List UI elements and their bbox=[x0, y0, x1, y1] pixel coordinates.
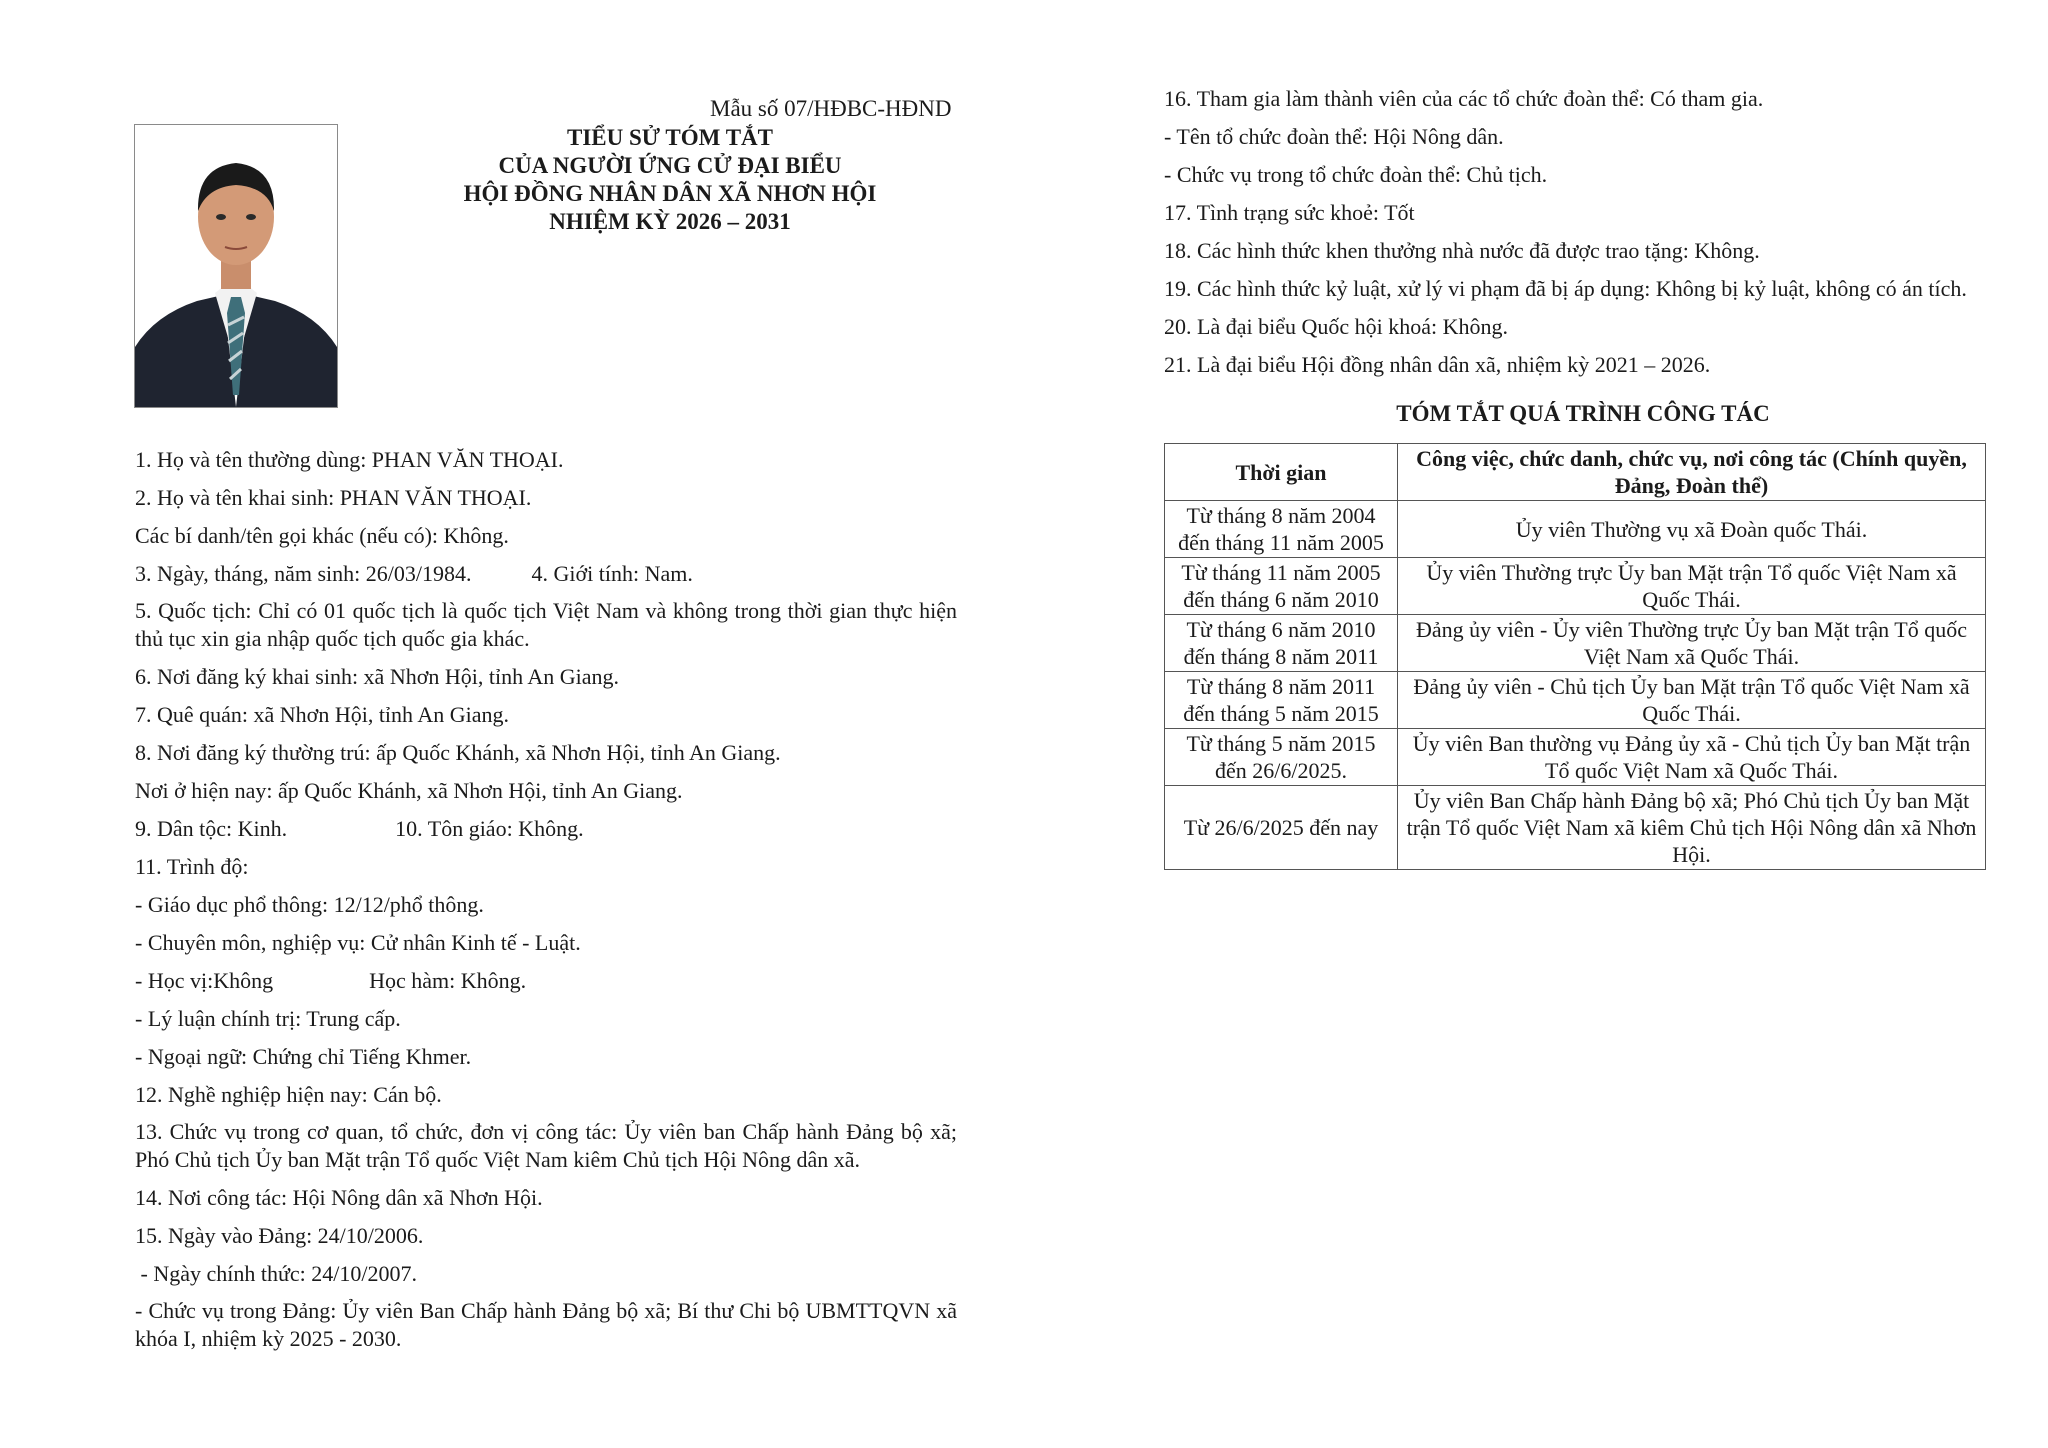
title-line: CỦA NGƯỜI ỨNG CỬ ĐẠI BIỂU bbox=[498, 153, 842, 178]
career-section-title: TÓM TẮT QUÁ TRÌNH CÔNG TÁC bbox=[1396, 401, 1770, 426]
row-role: Ủy viên Thường vụ xã Đoàn quốc Thái. bbox=[1398, 501, 1986, 558]
discipline: 19. Các hình thức kỷ luật, xử lý vi phạm đã bị áp dụng: Không bị kỷ luật, không có án tích. bbox=[1164, 276, 1967, 301]
row-time: Từ tháng 6 năm 2010 đến tháng 8 năm 2011 bbox=[1165, 615, 1398, 672]
table-row bbox=[1165, 729, 1986, 786]
gender: 4. Giới tính: Nam. bbox=[531, 561, 693, 586]
title-line: TIỂU SỬ TÓM TẮT bbox=[567, 125, 773, 150]
council-deputy: 21. Là đại biểu Hội đồng nhân dân xã, nhiệm kỳ 2021 – 2026. bbox=[1164, 352, 1711, 377]
title-line: NHIỆM KỲ 2026 – 2031 bbox=[549, 209, 791, 234]
title-line: HỘI ĐỒNG NHÂN DÂN XÃ NHƠN HỘI bbox=[463, 181, 877, 206]
party-join-date: 15. Ngày vào Đảng: 24/10/2006. bbox=[135, 1223, 424, 1248]
table-row bbox=[1165, 786, 1986, 870]
organization-membership: 16. Tham gia làm thành viên của các tổ chức đoàn thể: Có tham gia. bbox=[1164, 86, 1764, 111]
nationality: 5. Quốc tịch: Chỉ có 01 quốc tịch là quốc tịch Việt Nam và không trong thời gian thực hiện thủ tục xin gia nhập quốc tịch quốc gia khác. bbox=[135, 598, 957, 651]
party-official-date: - Ngày chính thức: 24/10/2007. bbox=[135, 1261, 417, 1286]
row-role: Ủy viên Ban Chấp hành Đảng bộ xã; Phó Chủ tịch Ủy ban Mặt trận Tổ quốc Việt Nam xã kiêm Chủ tịch Hội Nông dân xã Nhơn Hội. bbox=[1398, 786, 1986, 870]
row-time: Từ tháng 8 năm 2011 đến tháng 5 năm 2015 bbox=[1165, 672, 1398, 729]
personal-info-left bbox=[135, 445, 957, 1362]
current-position: 13. Chức vụ trong cơ quan, tổ chức, đơn vị công tác: Ủy viên ban Chấp hành Đảng bộ xã; Phó Chủ tịch Ủy ban Mặt trận Tổ quốc Việt Nam kiêm Chủ tịch Hội Nông dân xã. bbox=[135, 1119, 957, 1172]
form-code: Mẫu số 07/HĐBC-HĐND bbox=[710, 96, 952, 121]
row-role: Đảng ủy viên - Chủ tịch Ủy ban Mặt trận Tổ quốc Việt Nam xã Quốc Thái. bbox=[1398, 672, 1986, 729]
organization-name: - Tên tổ chức đoàn thể: Hội Nông dân. bbox=[1164, 124, 1504, 149]
row-role: Ủy viên Ban thường vụ Đảng ủy xã - Chủ tịch Ủy ban Mặt trận Tổ quốc Việt Nam xã Quốc Thái. bbox=[1398, 729, 1986, 786]
document-title bbox=[380, 124, 960, 236]
portrait-photo bbox=[134, 124, 338, 408]
awards: 18. Các hình thức khen thưởng nhà nước đã được trao tặng: Không. bbox=[1164, 238, 1760, 263]
health-status: 17. Tình trạng sức khoẻ: Tốt bbox=[1164, 200, 1415, 225]
hometown: 7. Quê quán: xã Nhơn Hội, tỉnh An Giang. bbox=[135, 702, 509, 727]
dob-gender-row bbox=[135, 559, 957, 588]
row-time: Từ tháng 11 năm 2005 đến tháng 6 năm 2010 bbox=[1165, 558, 1398, 615]
ethnicity-religion-row bbox=[135, 814, 957, 843]
academic-rank: Học hàm: Không. bbox=[369, 968, 527, 993]
birth-registration: 6. Nơi đăng ký khai sinh: xã Nhơn Hội, tỉnh An Giang. bbox=[135, 664, 620, 689]
personal-info-right bbox=[1164, 84, 2002, 870]
ethnicity: 9. Dân tộc: Kinh. bbox=[135, 816, 288, 841]
header-role: Công việc, chức danh, chức vụ, nơi công tác (Chính quyền, Đảng, Đoàn thể) bbox=[1398, 444, 1986, 501]
date-of-birth: 3. Ngày, tháng, năm sinh: 26/03/1984. bbox=[135, 561, 472, 586]
table-row bbox=[1165, 501, 1986, 558]
birth-name: 2. Họ và tên khai sinh: PHAN VĂN THOẠI. bbox=[135, 485, 532, 510]
political-theory: - Lý luận chính trị: Trung cấp. bbox=[135, 1006, 401, 1031]
row-time: Từ tháng 5 năm 2015 đến 26/6/2025. bbox=[1165, 729, 1398, 786]
profession: - Chuyên môn, nghiệp vụ: Cử nhân Kinh tế - Luật. bbox=[135, 930, 581, 955]
header-time: Thời gian bbox=[1165, 444, 1398, 501]
permanent-residence: 8. Nơi đăng ký thường trú: ấp Quốc Khánh, xã Nhơn Hội, tỉnh An Giang. bbox=[135, 740, 781, 765]
degree-row bbox=[135, 966, 957, 995]
row-time: Từ tháng 8 năm 2004 đến tháng 11 năm 2005 bbox=[1165, 501, 1398, 558]
occupation: 12. Nghề nghiệp hiện nay: Cán bộ. bbox=[135, 1082, 442, 1107]
degree: - Học vị:Không bbox=[135, 968, 274, 993]
general-education: - Giáo dục phổ thông: 12/12/phổ thông. bbox=[135, 892, 484, 917]
row-role: Đảng ủy viên - Ủy viên Thường trực Ủy ban Mặt trận Tổ quốc Việt Nam xã Quốc Thái. bbox=[1398, 615, 1986, 672]
foreign-language: - Ngoại ngữ: Chứng chỉ Tiếng Khmer. bbox=[135, 1044, 472, 1069]
table-header-row bbox=[1165, 444, 1986, 501]
table-row bbox=[1165, 558, 1986, 615]
national-assembly-deputy: 20. Là đại biểu Quốc hội khoá: Không. bbox=[1164, 314, 1508, 339]
career-table bbox=[1164, 443, 1986, 870]
workplace: 14. Nơi công tác: Hội Nông dân xã Nhơn Hội. bbox=[135, 1185, 543, 1210]
row-role: Ủy viên Thường trực Ủy ban Mặt trận Tổ quốc Việt Nam xã Quốc Thái. bbox=[1398, 558, 1986, 615]
current-residence: Nơi ở hiện nay: ấp Quốc Khánh, xã Nhơn Hội, tỉnh An Giang. bbox=[135, 778, 683, 803]
table-row bbox=[1165, 672, 1986, 729]
organization-position: - Chức vụ trong tổ chức đoàn thể: Chủ tịch. bbox=[1164, 162, 1548, 187]
religion: 10. Tôn giáo: Không. bbox=[395, 816, 584, 841]
common-name: 1. Họ và tên thường dùng: PHAN VĂN THOẠI. bbox=[135, 447, 564, 472]
row-time: Từ 26/6/2025 đến nay bbox=[1165, 786, 1398, 870]
party-position: - Chức vụ trong Đảng: Ủy viên Ban Chấp hành Đảng bộ xã; Bí thư Chi bộ UBMTTQVN xã khóa I, nhiệm kỳ 2025 - 2030. bbox=[135, 1298, 957, 1351]
table-row bbox=[1165, 615, 1986, 672]
education-header: 11. Trình độ: bbox=[135, 854, 249, 879]
aliases: Các bí danh/tên gọi khác (nếu có): Không. bbox=[135, 523, 509, 548]
